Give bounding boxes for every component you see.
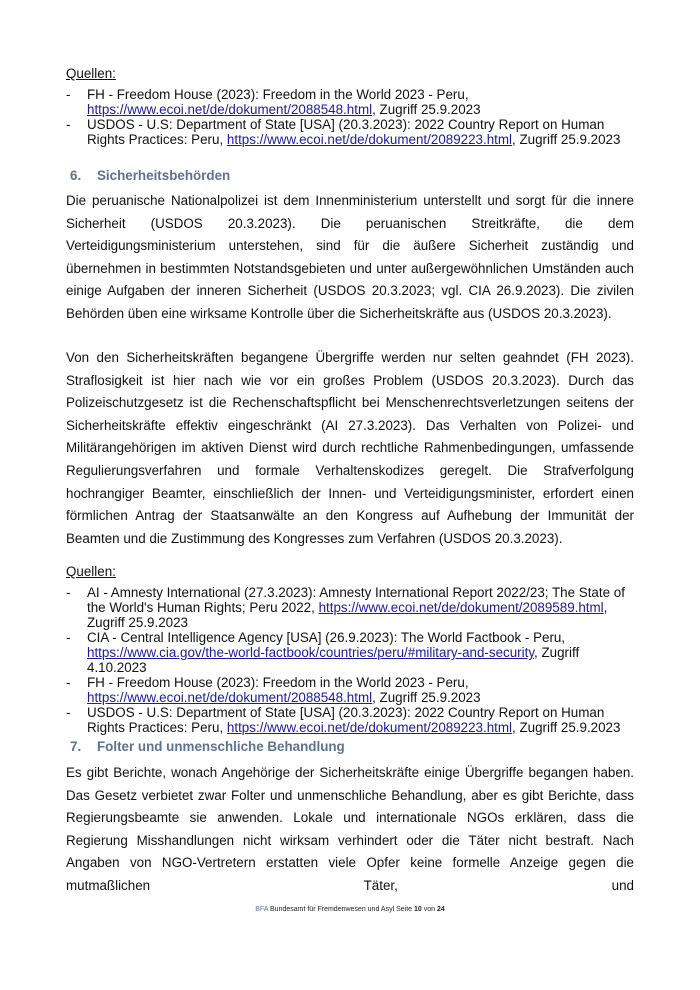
source-item: - USDOS - U.S: Department of State [USA] (20.3.2023): 2022 Country Report on Human Rights Practices: Peru, https://www.ecoi.net/de/dokument/2089223.html, Zugriff 25.9.2023 xyxy=(66,705,621,735)
section-7-paragraph-1: Es gibt Berichte, wonach Angehörige der Sicherheitskräfte einige Übergriffe begangen haben. Das Gesetz verbietet zwar Folter und unmenschliche Behandlung, aber es gibt Berichte, dass Regierungsbeamte sie anwenden. Lokale und internationale NGOs erklären, dass die Regierung Misshandlungen nicht wirksam verhindert oder die Täter nicht bestraft. Nach Angaben von NGO-Vertretern erstatten viele Opfer keine formelle Anzeige gegen die mutmaßlichen Täter, und xyxy=(66,765,634,893)
source-link[interactable]: https://www.ecoi.net/de/dokument/2089223.html xyxy=(226,132,513,147)
sources-list-1 xyxy=(66,66,638,147)
source-item: - FH - Freedom House (2023): Freedom in the World 2023 - Peru, https://www.ecoi.net/de/dokument/2088548.html, Zugriff 25.9.2023 xyxy=(66,675,481,705)
bullet-dash: - xyxy=(66,87,71,102)
source-link[interactable]: https://www.ecoi.net/de/dokument/2089589.html xyxy=(318,600,604,615)
section-6-paragraph-1: Die peruanische Nationalpolizei ist dem Innenministerium unterstellt und sorgt für die innere Sicherheit (USDOS 20.3.2023). Die peruanischen Streitkräfte, die dem Verteidigungsministerium unterstehen, sind für die äußere Sicherheit zuständig und übernehmen in bestimmten Notstandsgebieten und unter außergewöhnlichen Umständen auch einige Aufgaben der inneren Sicherheit (USDOS 20.3.2023; vgl. CIA 26.9.2023). Die zivilen Behörden üben eine wirksame Kontrolle über die Sicherheitskräfte aus (USDOS 20.3.2023). xyxy=(66,193,634,321)
sources-title: Quellen: xyxy=(66,66,116,81)
bullet-dash: - xyxy=(66,675,71,690)
bullet-dash: - xyxy=(66,705,71,720)
source-link[interactable]: https://www.ecoi.net/de/dokument/2088548.html xyxy=(87,690,373,705)
page-number: 10 xyxy=(413,906,422,913)
sources-title: Quellen: xyxy=(66,564,116,579)
page-total: 24 xyxy=(436,906,445,913)
source-item: - FH - Freedom House (2023): Freedom in the World 2023 - Peru, https://www.ecoi.net/de/dokument/2088548.html, Zugriff 25.9.2023 xyxy=(66,87,481,117)
source-link[interactable]: https://www.ecoi.net/de/dokument/2088548.html xyxy=(87,102,373,117)
section-6-paragraph-2: Von den Sicherheitskräften begangene Übergriffe werden nur selten geahndet (FH 2023). Straflosigkeit ist hier nach wie vor ein großes Problem (USDOS 20.3.2023). Durch das Polizeischutzgesetz ist die Rechenschaftspflicht bei Menschenrechtsverletzungen seitens der Sicherheitskräfte effektiv eingeschränkt (AI 27.3.2023). Das Verhalten von Polizei- und Militärangehörigen im aktiven Dienst wird durch rechtliche Rahmenbedingungen, umfassende Regulierungsverfahren und formale Verhaltenskodizes geregelt. Die Strafverfolgung hochrangiger Beamter, einschließlich der Innen- und Verteidigungsminister, erfordert einen förmlichen Antrag der Staatsanwälte an den Kongress auf Aufhebung der Immunität der Beamten und die Zustimmung des Kongresses zum Verfahren (USDOS 20.3.2023). xyxy=(66,350,634,546)
source-link[interactable]: https://www.cia.gov/the-world-factbook/countries/peru/#military-and-security xyxy=(87,645,535,660)
page-footer: BFA Bundesamt für Fremdenwesen und Asyl Seite 10 von 24 xyxy=(255,906,445,913)
source-item: - USDOS - U.S: Department of State [USA] (20.3.2023): 2022 Country Report on Human Rights Practices: Peru, https://www.ecoi.net/de/dokument/2089223.html, Zugriff 25.9.2023 xyxy=(66,117,621,147)
section-heading-7: 7. Folter und unmenschliche Behandlung xyxy=(70,739,345,754)
source-link[interactable]: https://www.ecoi.net/de/dokument/2089223.html xyxy=(226,720,513,735)
bullet-dash: - xyxy=(66,630,71,645)
bullet-dash: - xyxy=(66,585,71,600)
bullet-dash: - xyxy=(66,117,71,132)
sources-list-2 xyxy=(66,564,638,735)
source-item: - AI - Amnesty International (27.3.2023): Amnesty International Report 2022/23; The State of the World's Human Rights; Peru 2022, https://www.ecoi.net/de/dokument/2089589.html, Zugriff 25.9.2023 xyxy=(66,585,625,630)
section-heading-6: 6. Sicherheitsbehörden xyxy=(70,168,231,183)
bfa-logo: BFA xyxy=(255,906,269,913)
source-item: - CIA - Central Intelligence Agency [USA] (26.9.2023): The World Factbook - Peru, https://www.cia.gov/the-world-factbook/countries/peru/#military-and-security, Zugriff 4.10.2023 xyxy=(66,630,580,675)
